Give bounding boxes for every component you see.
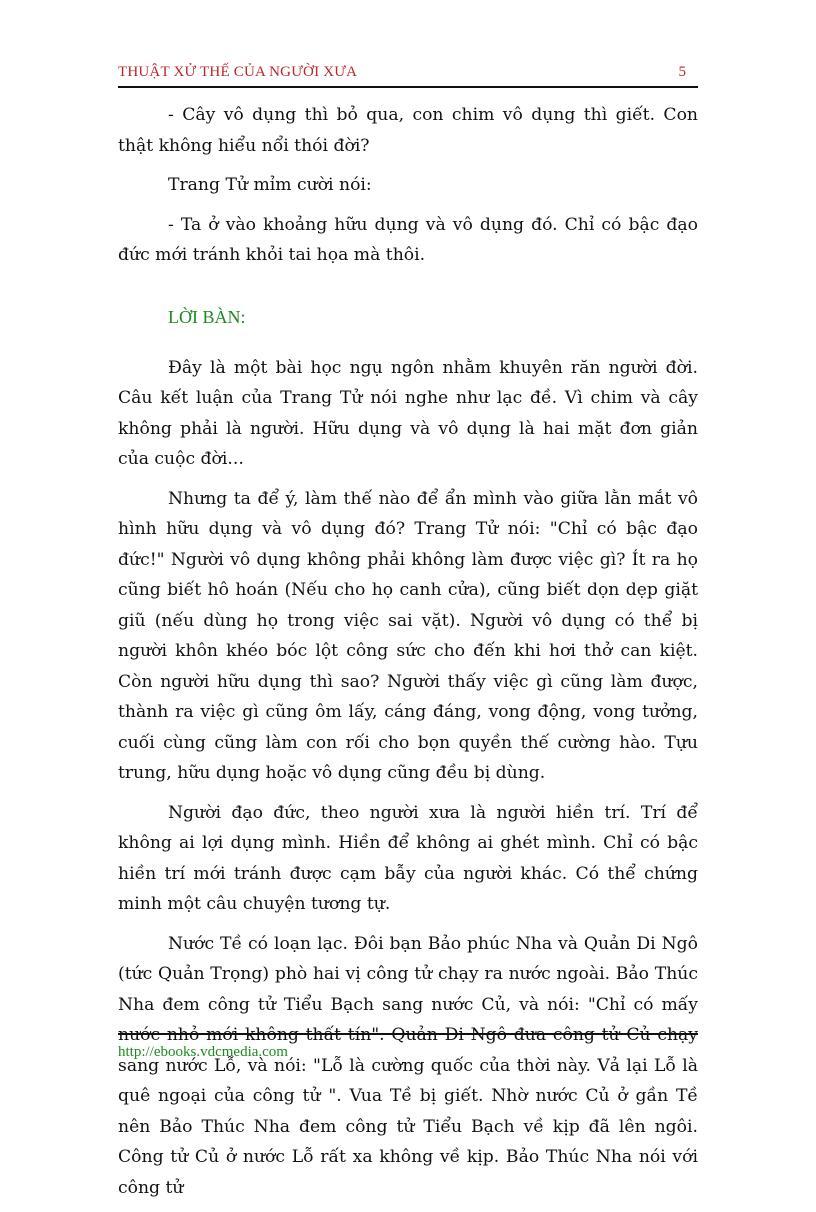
paragraph: Trang Tử mỉm cười nói: [168, 175, 372, 195]
page-number: 5 [678, 64, 686, 80]
paragraph: Người đạo đức, theo người xưa là người hiền trí. Trí để không ai lợi dụng mình. Hiền để không ai ghét mình. Chỉ có bậc hiền trí mới tránh được cạm bẫy của người khác. Có thể chứng minh một câu chuyện tương tự. [118, 802, 698, 914]
footer-divider [118, 1033, 698, 1035]
paragraph: Đây là một bài học ngụ ngôn nhằm khuyên răn người đời. Câu kết luận của Trang Tử nói nghe như lạc đề. Vì chim và cây không phải là người. Hữu dụng và vô dụng là hai mặt đơn giản của cuộc đời... [118, 357, 698, 469]
paragraph: - Ta ở vào khoảng hữu dụng và vô dụng đó. Chỉ có bậc đạo đức mới tránh khỏi tai họa mà thôi. [118, 214, 698, 265]
page-header [118, 62, 698, 88]
paragraph: Nhưng ta để ý, làm thế nào để ẩn mình vào giữa lằn mắt vô hình hữu dụng và vô dụng đó? Trang Tử nói: "Chỉ có bậc đạo đức!" Người vô dụng không phải không làm được việc gì? Ít ra họ cũng biết hô hoán (Nếu cho họ canh cửa), cũng biết dọn dẹp giặt giũ (nếu dùng họ trong việc sai vặt). Người vô dụng có thể bị người khôn khéo bóc lột công sức cho đến khi hơi thở can kiệt. Còn người hữu dụng thì sao? Người thấy việc gì cũng làm được, thành ra việc gì cũng ôm lấy, cáng đáng, vong động, vong tưởng, cuối cùng cũng làm con rối cho bọn quyền thế cường hào. Tựu trung, hữu dụng hoặc vô dụng cũng đều bị dùng. [118, 488, 698, 783]
paragraph: Nước Tề có loạn lạc. Đôi bạn Bảo phúc Nha và Quản Di Ngô (tức Quản Trọng) phò hai vị công tử chạy ra nước ngoài. Bảo Thúc Nha đem công tử Tiểu Bạch sang nước Củ, và nói: "Chỉ có mấy nước nhỏ mới không thất tín". Quản Di Ngô đưa công tử Củ chạy sang nước Lỗ, và nói: "Lỗ là cường quốc của thời này. Vả lại Lỗ là quê ngoại của công tử ". Vua Tề bị giết. Nhờ nước Củ ở gần Tề nên Bảo Thúc Nha đem công tử Tiểu Bạch về kịp đã lên ngôi. Công tử Củ ở nước Lỗ rất xa không về kịp. Bảo Thúc Nha nói với công tử [118, 933, 698, 1198]
book-title: THUẬT XỬ THẾ CỦA NGƯỜI XƯA [118, 64, 358, 80]
section-heading: LỜI BÀN: [168, 306, 246, 327]
paragraph: - Cây vô dụng thì bỏ qua, con chim vô dụng thì giết. Con thật không hiểu nổi thói đời? [118, 105, 698, 156]
footer-url-link[interactable]: http://ebooks.vdcmedia.com [118, 1044, 288, 1060]
